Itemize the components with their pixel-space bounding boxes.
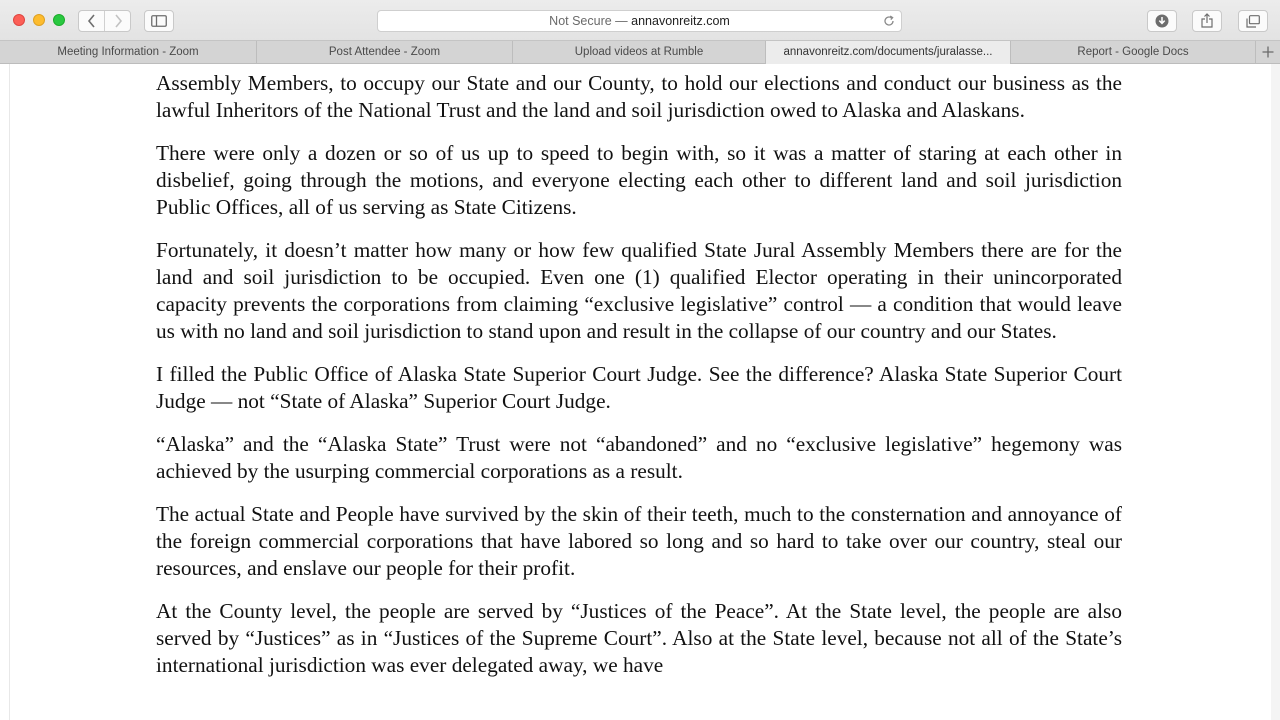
- document-page: [10, 64, 1271, 720]
- tab-bar: [0, 40, 1280, 64]
- tab-report-google-docs[interactable]: Report - Google Docs: [1011, 41, 1256, 64]
- address-security-label: Not Secure —: [549, 14, 632, 28]
- forward-button[interactable]: [105, 11, 130, 31]
- sidebar-icon: [151, 15, 167, 27]
- reload-icon: [883, 15, 895, 27]
- minimize-window-button[interactable]: [33, 14, 45, 26]
- paragraph: At the County level, the people are served by “Justices of the Peace”. At the State level, the people are also served by “Justices” as in “Justices of the Supreme Court”. Also at the State level, because not all of the State’s international jurisdiction was ever delegated away, we have: [156, 599, 1122, 677]
- download-icon: [1155, 14, 1169, 28]
- address-bar[interactable]: [377, 10, 902, 32]
- paragraph: Assembly Members, to occupy our State and our County, to hold our elections and conduct our business as the lawful Inheritors of the National Trust and the land and soil jurisdiction owed to Alaska and Alaskans.: [156, 71, 1122, 122]
- browser-toolbar: [0, 0, 1280, 40]
- page-content: [0, 64, 1280, 720]
- vertical-scrollbar[interactable]: [1271, 64, 1280, 720]
- paragraph: The actual State and People have survived by the skin of their teeth, much to the consternation and annoyance of the foreign commercial corporations that have labored so long and so hard to take over our country, steal our resources, and enslave our people for their profit.: [156, 502, 1122, 580]
- tab-meeting-information[interactable]: Meeting Information - Zoom: [0, 41, 257, 64]
- tab-active-document[interactable]: annavonreitz.com/documents/juralasse...: [766, 41, 1011, 64]
- tabs-overview-icon: [1246, 15, 1260, 28]
- downloads-button[interactable]: [1147, 10, 1177, 32]
- navigation-buttons: [78, 10, 131, 32]
- address-host: annavonreitz.com: [631, 14, 730, 28]
- tab-upload-videos[interactable]: Upload videos at Rumble: [513, 41, 766, 64]
- paragraph: I filled the Public Office of Alaska State Superior Court Judge. See the difference? Alaska State Superior Court Judge — not “State of Alaska” Superior Court Judge.: [156, 362, 1122, 413]
- share-button[interactable]: [1192, 10, 1222, 32]
- share-icon: [1201, 13, 1213, 28]
- close-window-button[interactable]: [13, 14, 25, 26]
- chevron-right-icon: [113, 14, 123, 28]
- paragraph: Fortunately, it doesn’t matter how many or how few qualified State Jural Assembly Members there are for the land and soil jurisdiction to be occupied. Even one (1) qualified Elector operating in their unincorporated capacity prevents the corporations from claiming “exclusive legislative” control — a condition that would leave us with no land and soil jurisdiction to stand upon and result in the collapse of our country and our States.: [156, 238, 1122, 343]
- document-text: [156, 70, 1122, 695]
- tab-post-attendee[interactable]: Post Attendee - Zoom: [257, 41, 513, 64]
- new-tab-button[interactable]: [1256, 41, 1280, 63]
- paragraph: “Alaska” and the “Alaska State” Trust were not “abandoned” and no “exclusive legislative” hegemony was achieved by the usurping commercial corporations as a result.: [156, 432, 1122, 483]
- zoom-window-button[interactable]: [53, 14, 65, 26]
- back-button[interactable]: [79, 11, 104, 31]
- plus-icon: [1262, 46, 1274, 58]
- sidebar-button[interactable]: [144, 10, 174, 32]
- chevron-left-icon: [87, 14, 97, 28]
- reload-button[interactable]: [883, 11, 895, 34]
- tab-overview-button[interactable]: [1238, 10, 1268, 32]
- paragraph: There were only a dozen or so of us up to speed to begin with, so it was a matter of staring at each other in disbelief, going through the motions, and everyone electing each other to different land and soil jurisdiction Public Offices, all of us serving as State Citizens.: [156, 141, 1122, 219]
